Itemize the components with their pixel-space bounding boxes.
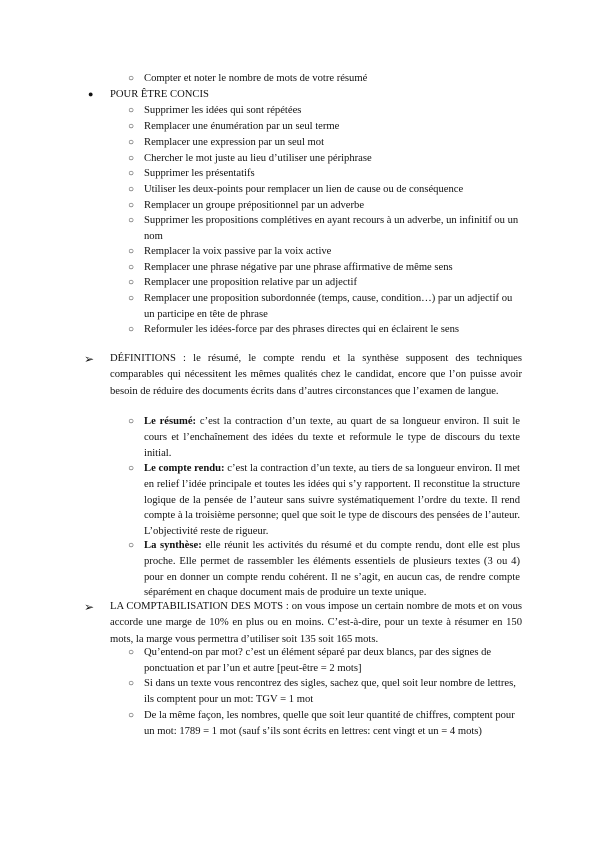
section-definitions: ➢ DÉFINITIONS : le résumé, le compte rendu et la synthèse supposent des techniques comparables qui nécessitent les mêmes qualités chez le candidat, encore que l’on puisse avoir besoin de réduire des documents écrits dans d’autres circonstances que l’examen de langue. xyxy=(84,352,522,397)
list-item: ○ De la même façon, les nombres, quelle que soit leur quantité de chiffres, comptent pour un mot: 1789 = 1 mot (sauf s’ils sont écrits en lettres: cent vingt et un = 4 mots) xyxy=(128,710,515,737)
circle-bullet-icon: ○ xyxy=(128,647,135,658)
list-item: ○ Chercher le mot juste au lieu d’utiliser une périphrase xyxy=(144,151,520,167)
circle-bullet-icon: ○ xyxy=(128,277,135,288)
circle-bullet-icon: ○ xyxy=(128,184,135,195)
circle-bullet-icon: ○ xyxy=(128,153,135,164)
section-comptabilisation: ➢ LA COMPTABILISATION DES MOTS : on vous impose un certain nombre de mots et on vous accorde une marge de 10% en plus ou en moins. C’est-à-dire, pour un texte à résumer en 150 mots, la marge vous permettra d’utiliser soit 135 soit 165 mots. xyxy=(84,600,522,645)
circle-bullet-icon: ○ xyxy=(128,678,135,689)
circle-bullet-icon: ○ xyxy=(128,73,135,84)
list-item: ○ Supprimer les propositions complétives en ayant recours à un adverbe, un infinitif ou un nom xyxy=(128,215,519,242)
list-item: ○ Supprimer les présentatifs xyxy=(144,166,520,182)
circle-bullet-icon: ○ xyxy=(128,246,135,257)
circle-bullet-icon: ○ xyxy=(128,293,135,304)
definition-item-synthese: ○ La synthèse: elle réunit les activités du résumé et du compte rendu, dont elle est plus proche. Elle permet de rassembler les éléments essentiels de plusieurs textes (3 ou 4) pour en donner un compte rendu cohérent. Il ne s’agit, en aucun cas, de rendre compte séparément en chaque document mais de produire un texte unique. xyxy=(128,540,521,599)
circle-bullet-icon: ○ xyxy=(128,463,135,474)
list-item: ○ Reformuler les idées-force par des phrases directes qui en éclairent le sens xyxy=(144,322,520,338)
list-item: ○ Remplacer une expression par un seul mot xyxy=(144,135,520,151)
arrow-bullet-icon: ➢ xyxy=(84,600,95,614)
circle-bullet-icon: ○ xyxy=(128,105,135,116)
circle-bullet-icon: ○ xyxy=(128,416,135,427)
definition-item-resume: ○ Le résumé: c’est la contraction d’un texte, au quart de sa longueur environ. Il suit le cours et l’enchaînement des idées du texte et reformule le type de discours du texte initial. xyxy=(128,416,520,459)
arrow-bullet-icon: ➢ xyxy=(84,352,95,366)
circle-bullet-icon: ○ xyxy=(128,324,135,335)
list-item: ○ Remplacer une proposition subordonnée (temps, cause, condition…) par un adjectif ou un participe en tête de phrase xyxy=(128,293,513,320)
circle-bullet-icon: ○ xyxy=(128,215,135,226)
list-item: ○ Remplacer la voix passive par la voix active xyxy=(144,244,520,260)
circle-bullet-icon: ○ xyxy=(128,262,135,273)
circle-bullet-icon: ○ xyxy=(128,200,135,211)
circle-bullet-icon: ○ xyxy=(128,540,135,551)
list-item: ○ Qu’entend-on par mot? c’est un élément séparé par deux blancs, par des signes de ponctuation et par l’un et autre [peut-être = 2 mots] xyxy=(128,647,492,674)
definition-item-compte-rendu: ○ Le compte rendu: c’est la contraction d’un texte, au tiers de sa longueur environ. Il met en relief l’idée principale et toutes les idées qui s’y rapportent. Il reconstitue la structure logique de la pensée de l’auteur sans suivre systématiquement l’ordre du texte. Il rend compte à la troisième personne; quel que soit le type de discours des pensées de l’auteur. L’objectivité reste de rigueur. xyxy=(128,463,520,538)
circle-bullet-icon: ○ xyxy=(128,137,135,148)
list-item: ○ Remplacer un groupe prépositionnel par un adverbe xyxy=(144,198,520,214)
circle-bullet-icon: ○ xyxy=(128,168,135,179)
list-item: ○ Supprimer les idées qui sont répétées xyxy=(144,103,520,119)
list-item: ○ Remplacer une énumération par un seul terme xyxy=(144,119,520,135)
list-item: ○ Utiliser les deux-points pour remplacer un lien de cause ou de conséquence xyxy=(144,182,520,198)
section-heading-concis: ● POUR ÊTRE CONCIS xyxy=(110,87,209,103)
list-item: ○ Compter et noter le nombre de mots de votre résumé xyxy=(144,71,520,87)
list-item: ○ Remplacer une phrase négative par une phrase affirmative de même sens xyxy=(144,260,520,276)
circle-bullet-icon: ○ xyxy=(128,710,135,721)
list-item: ○ Si dans un texte vous rencontrez des sigles, sachez que, quel soit leur nombre de lettres, ils comptent pour un mot: TGV = 1 mot xyxy=(128,678,516,705)
circle-bullet-icon: ○ xyxy=(128,121,135,132)
disc-bullet-icon: ● xyxy=(88,89,94,99)
list-item: ○ Remplacer une proposition relative par un adjectif xyxy=(144,275,520,291)
